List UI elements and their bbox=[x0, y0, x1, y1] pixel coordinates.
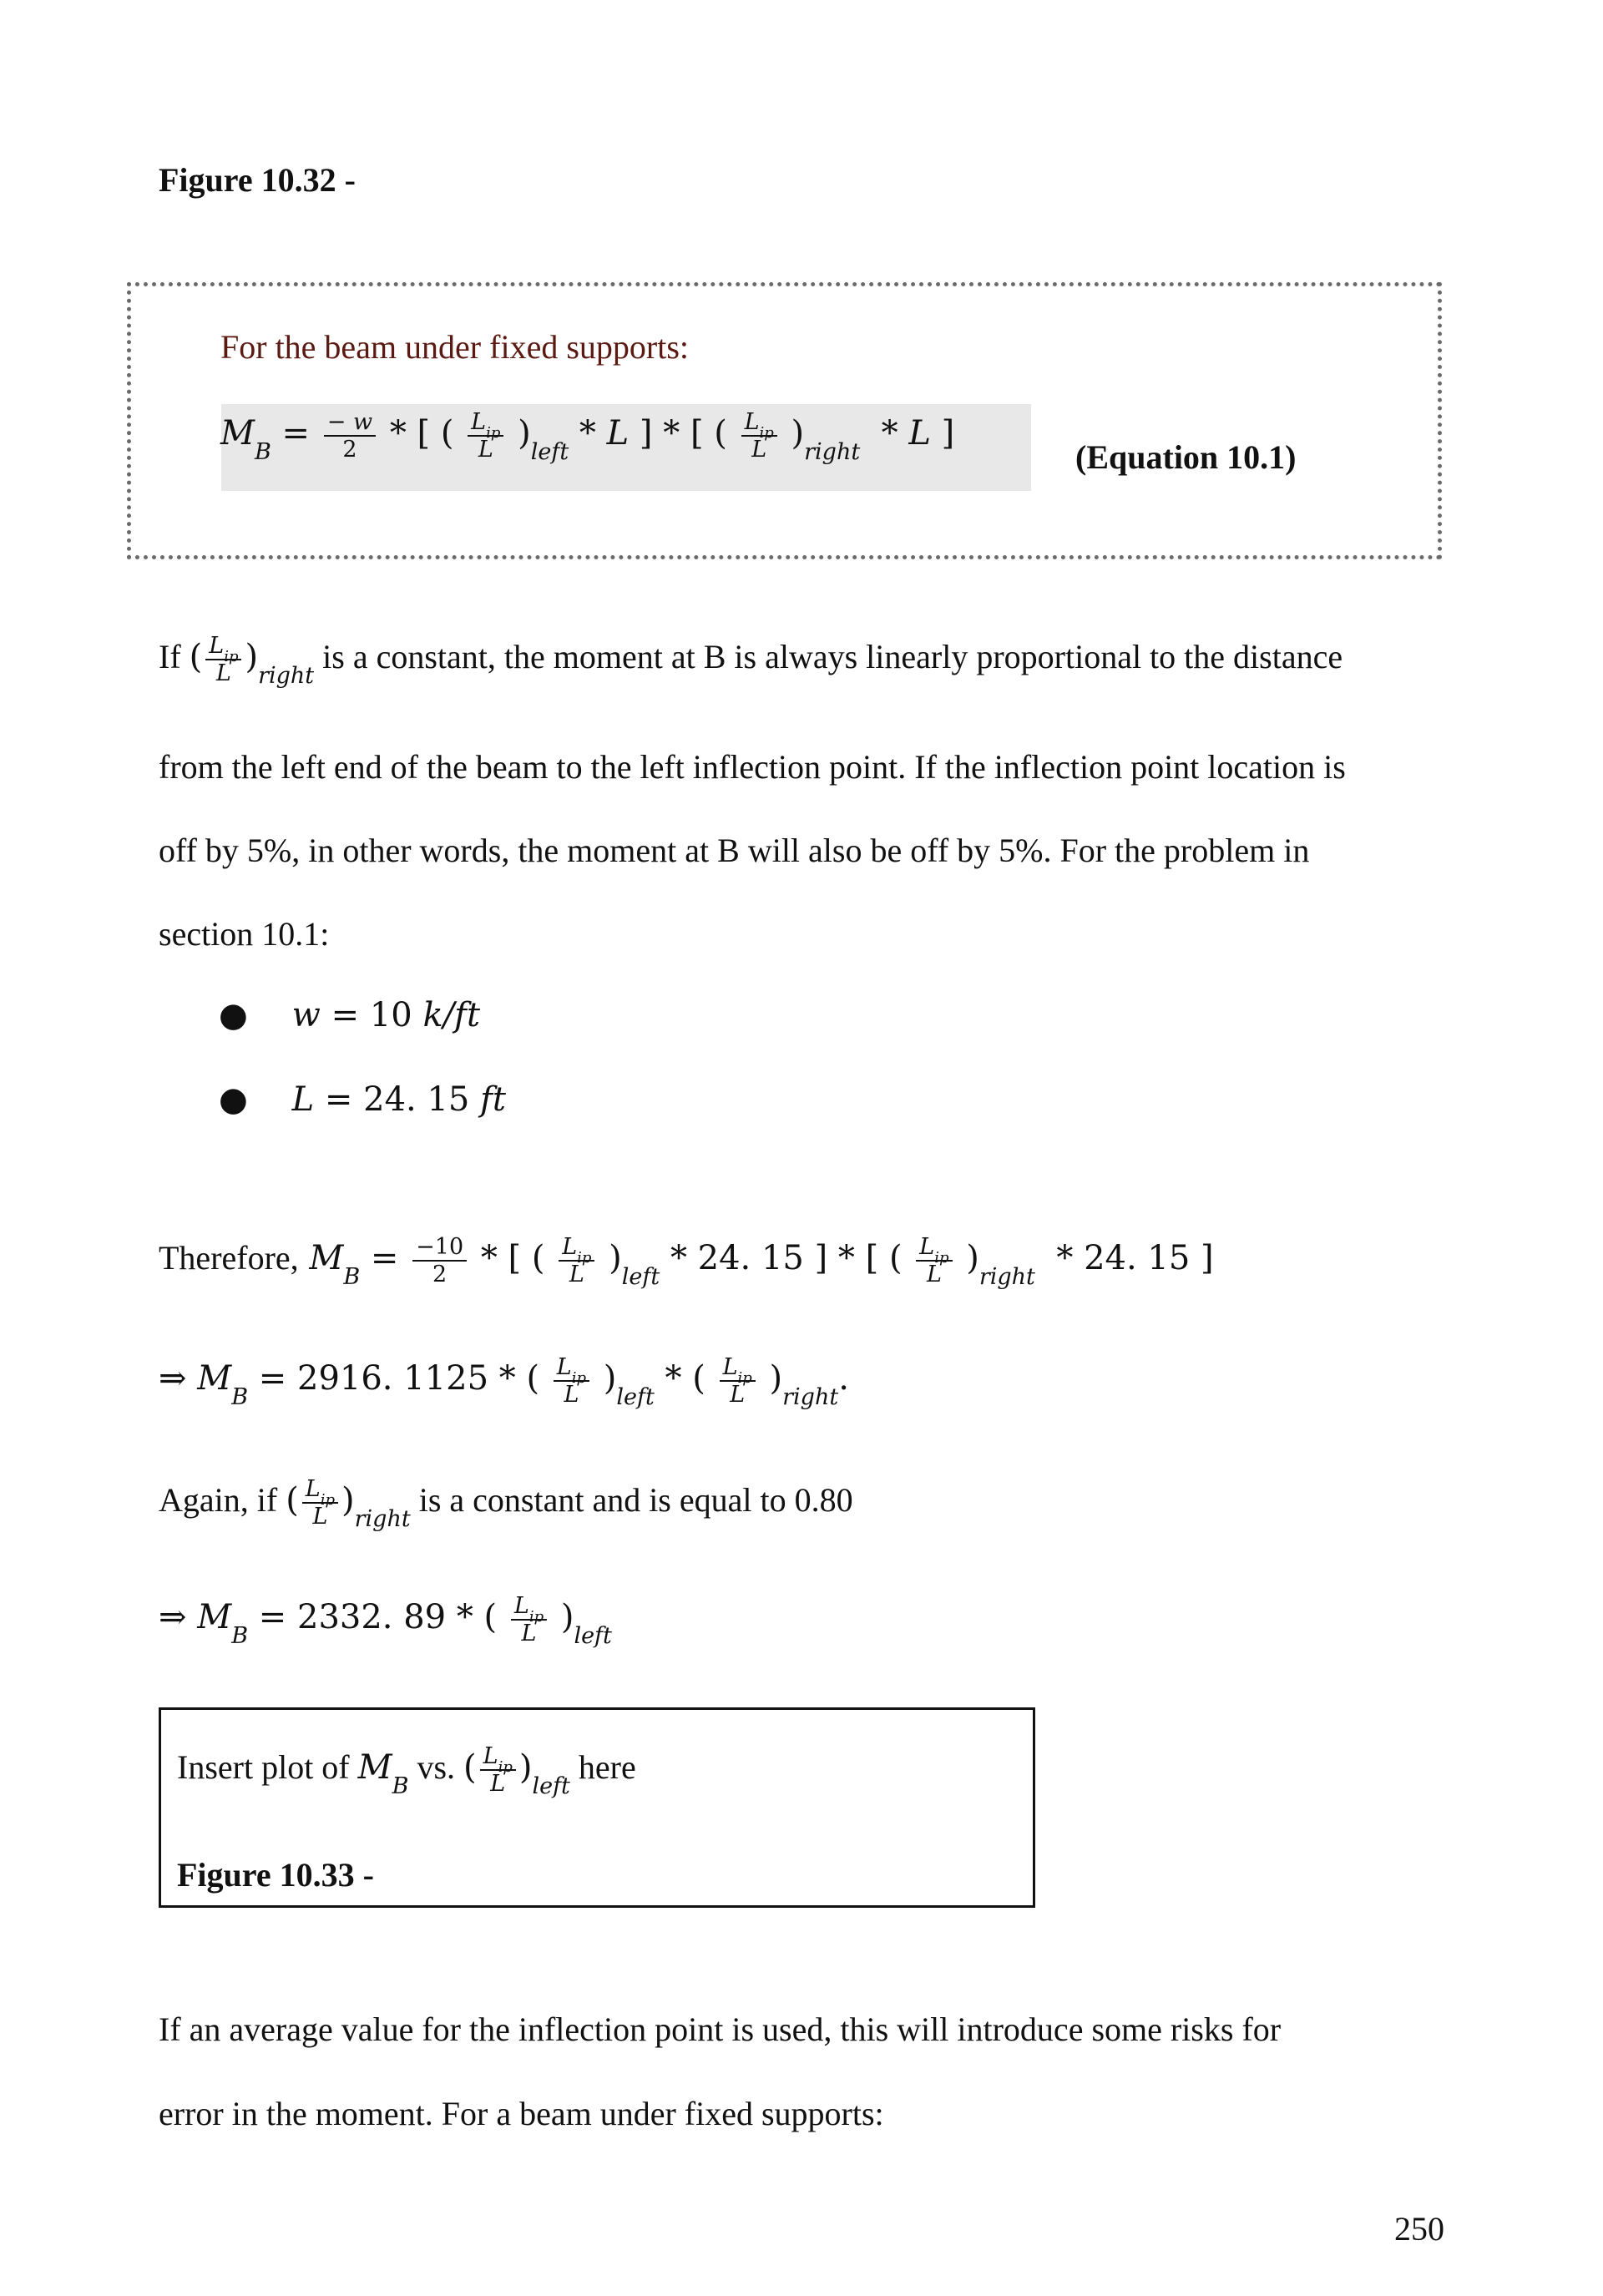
page-number: 250 bbox=[1394, 2210, 1444, 2248]
paragraph-1-line-4: section 10.1: bbox=[159, 915, 330, 953]
ratio-lip-over-l: $\frac{L_{ip}}{L}$ bbox=[741, 411, 777, 461]
paragraph-1-line-3: off by 5%, in other words, the moment at B will also be off by 5%. For the problem in bbox=[159, 832, 1310, 869]
symbol-m: M bbox=[220, 414, 255, 453]
bullet-w: ● w = 10 k/ft bbox=[219, 996, 481, 1034]
equation-tag: (Equation 10.1) bbox=[1075, 438, 1297, 476]
subscript-b: B bbox=[254, 439, 271, 465]
therefore-equation: Therefore, $M_B$ = $\frac{-10}{2}$ * [ ( $\frac{L_{ip}}{L}$ )$_{left} * 24$. 15 ] * [ ( $\frac{L_{ip}}{L}$ )$_{right} * 24$. 15 ] bbox=[159, 1234, 1214, 1290]
paragraph-2-line-1: If an average value for the inflection point is used, this will introduce some risks for bbox=[159, 2010, 1282, 2048]
paragraph-1-line-2: from the left end of the beam to the left inflection point. If the inflection point location is bbox=[159, 748, 1346, 786]
result-equation-1: ⇒ $M_B = 2916$. 1125 * ( $\frac{L_{ip}}{L}$ )$_{left}$ * ( $\frac{L_{ip}}{L}$ )$_{right}$. bbox=[159, 1354, 849, 1410]
result-equation-2: ⇒ $M_B = 2332$. 89 * ( $\frac{L_{ip}}{L}$ )$_{left}$ bbox=[159, 1593, 612, 1649]
fraction-w-over-2: $\frac{- w}{2}$ bbox=[324, 411, 376, 461]
paragraph-1-line-1: If ( $\frac{L_{ip}}{L}$ )$_{right}$ is a constant, the moment at B is always linearly proportional to the distance bbox=[159, 633, 1343, 689]
figure-caption: Figure 10.33 - bbox=[177, 1856, 374, 1894]
figure-heading: Figure 10.32 - bbox=[159, 161, 356, 199]
bullet-l: ● L = 24. 15 ft bbox=[219, 1080, 506, 1119]
ratio-lip-over-l: $\frac{L_{ip}}{L}$ bbox=[468, 411, 503, 461]
equation-intro: For the beam under fixed supports: bbox=[220, 328, 689, 366]
again-line: Again, if ( $\frac{L_{ip}}{L}$ )$_{right}$ is a constant and is equal to 0.80 bbox=[159, 1476, 853, 1532]
paragraph-2-line-2: error in the moment. For a beam under fixed supports: bbox=[159, 2095, 884, 2132]
plot-placeholder-text: Insert plot of $M_B$ vs. ( $\frac{L_{ip}}{L}$ )$_{left}$ here bbox=[177, 1743, 636, 1799]
equation-10-1: $M_B$ = $\frac{- w}{2}$ * [ ( $\frac{L_{ip}}{L}$ )$_{left}$ * L ] * [ ( $\frac{L_{ip}}{L}$ )$_{right}$ * L ] bbox=[220, 409, 955, 465]
